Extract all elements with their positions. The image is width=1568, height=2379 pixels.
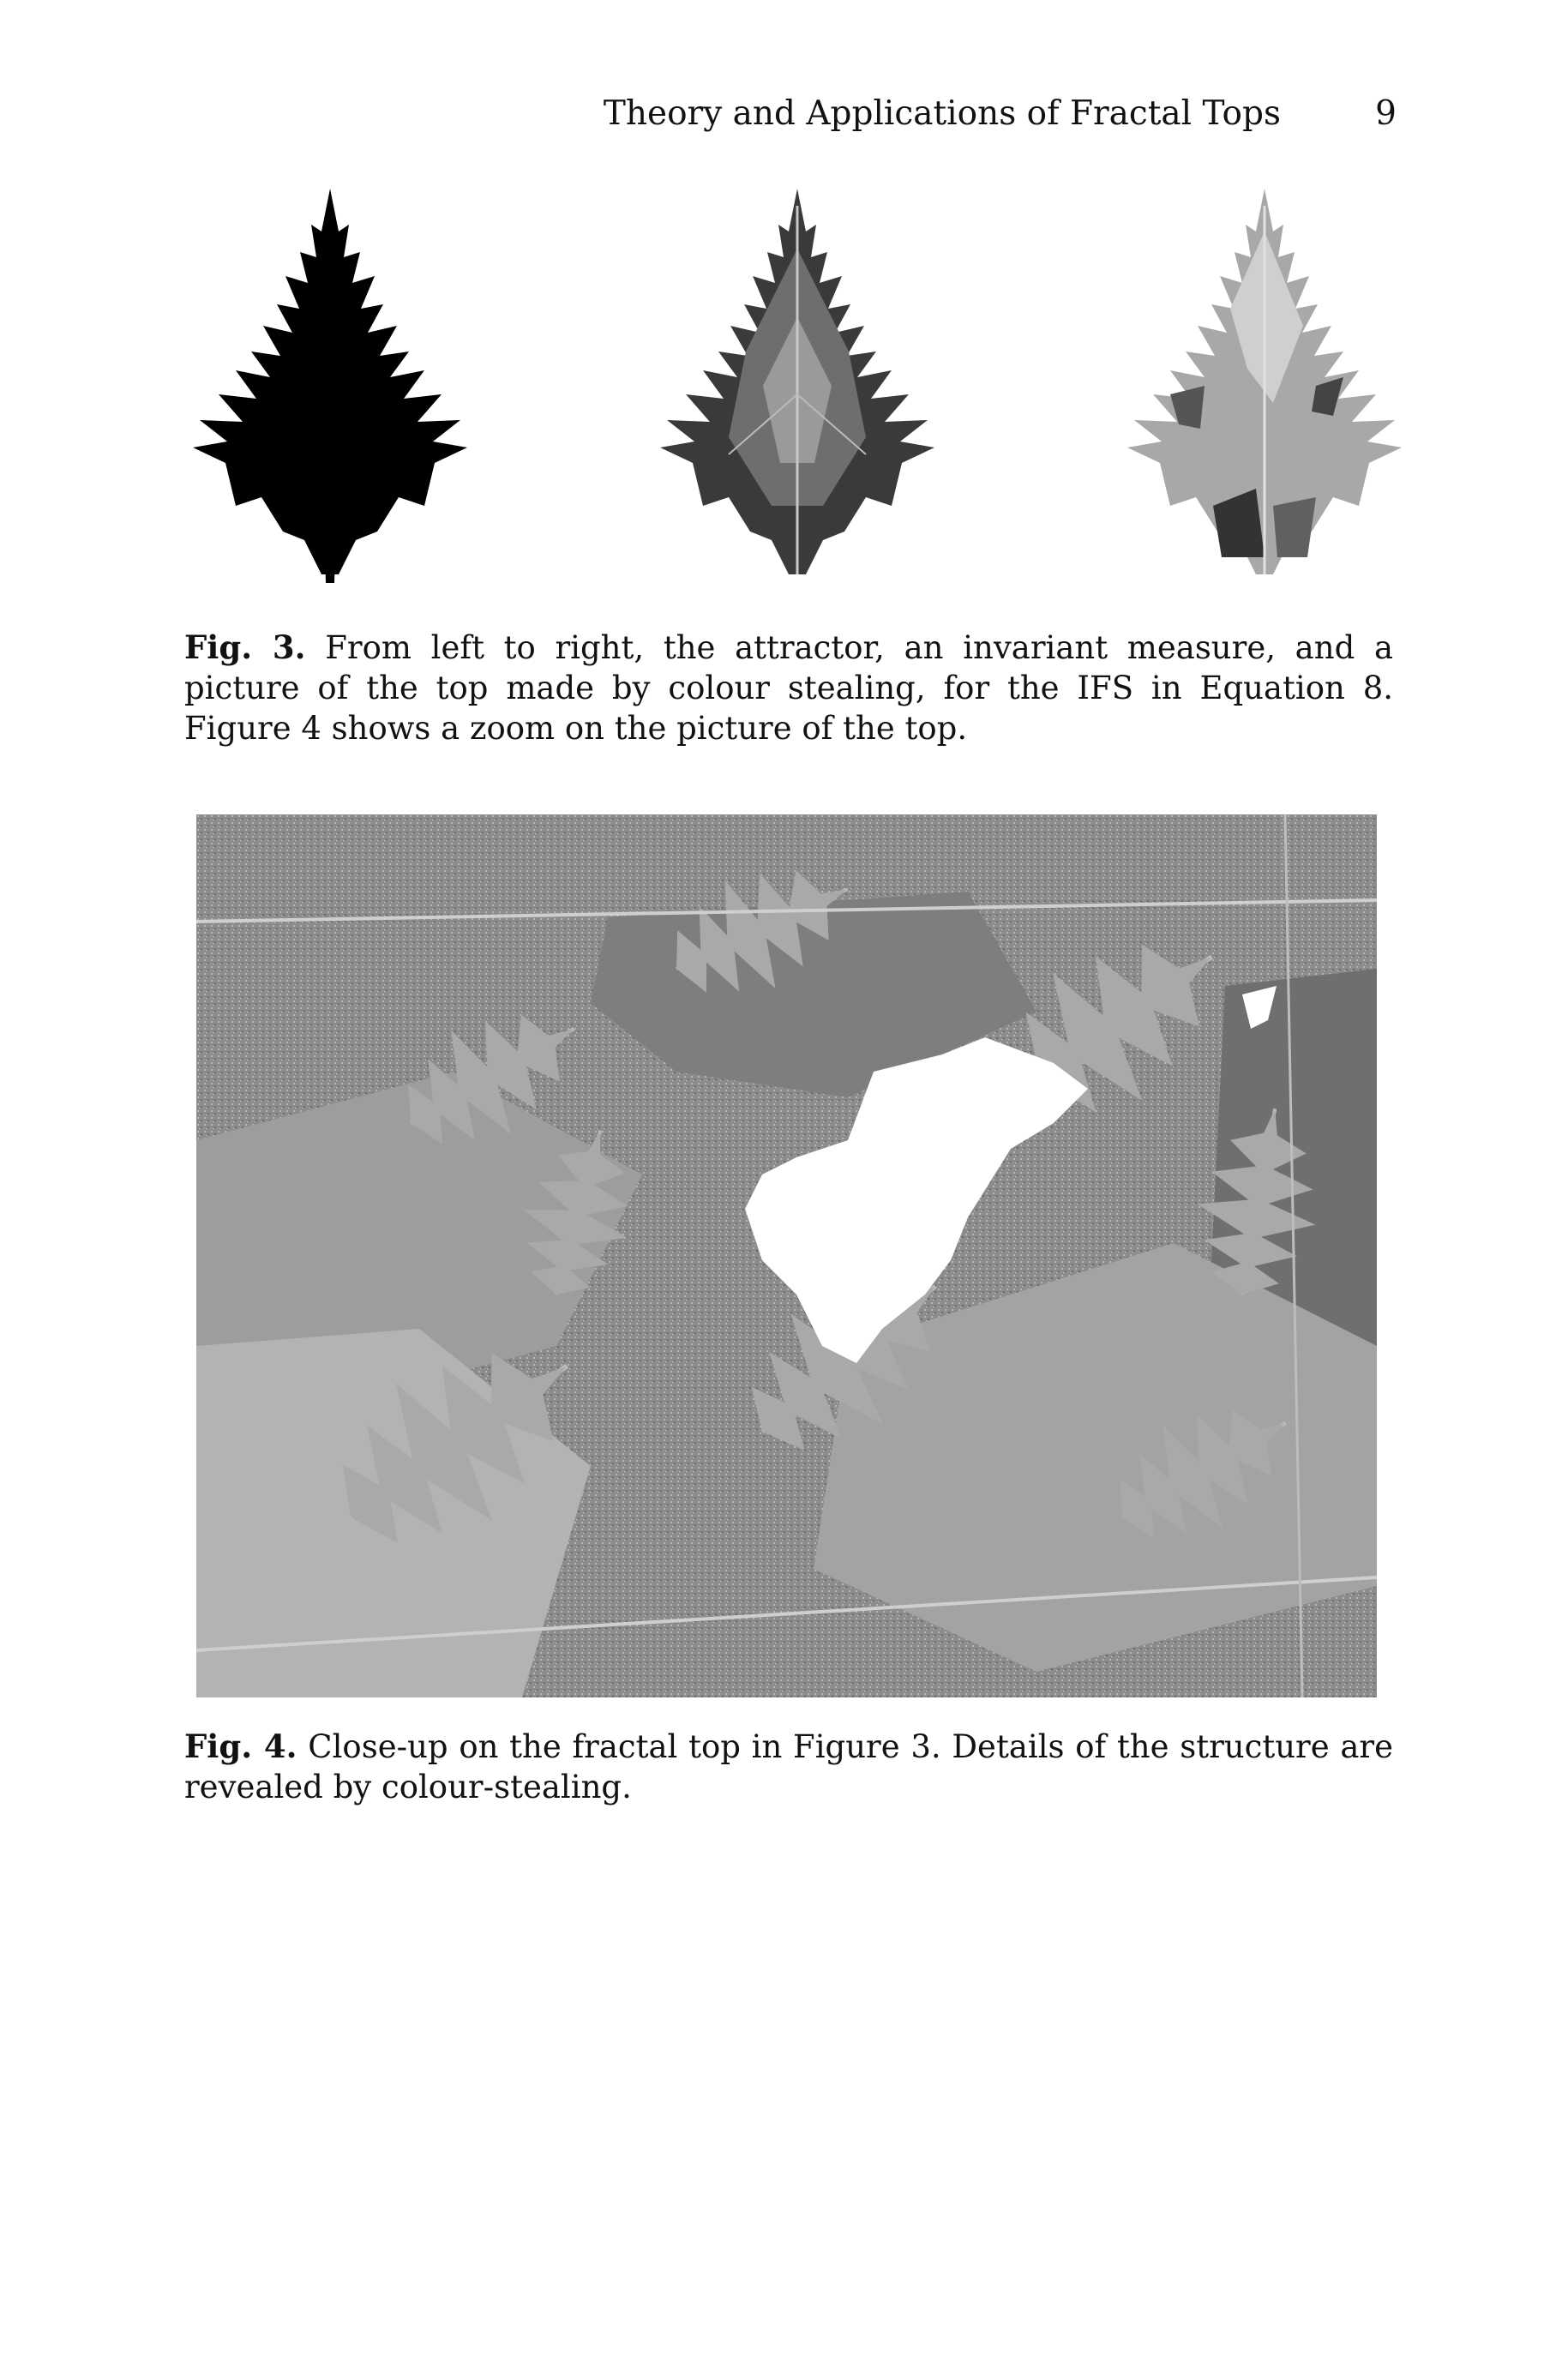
figure-4-caption-text: Close-up on the fractal top in Figure 3. Details of the structure are revealed by colour-stealing. (184, 1728, 1393, 1805)
page-number: 9 (1375, 94, 1397, 133)
attractor-image (184, 180, 476, 592)
figure-3 (176, 180, 1393, 609)
invariant-measure-image (652, 180, 943, 592)
figure-4-image (196, 814, 1377, 1697)
running-title: Theory and Applications of Fractal Tops (603, 94, 1281, 133)
figure-4-caption (184, 1727, 1393, 1807)
figure-3-caption (184, 628, 1393, 748)
figure-3-label: Fig. 3. (184, 628, 306, 666)
running-header (171, 94, 1397, 137)
figure-4-label: Fig. 4. (184, 1727, 297, 1765)
fractal-top-image (1119, 180, 1410, 592)
figure-3-caption-text: From left to right, the attractor, an invariant measure, and a picture of the top made by colour stealing, for the IFS in Equation 8. Figure 4 shows a zoom on the picture of the top. (184, 629, 1394, 747)
